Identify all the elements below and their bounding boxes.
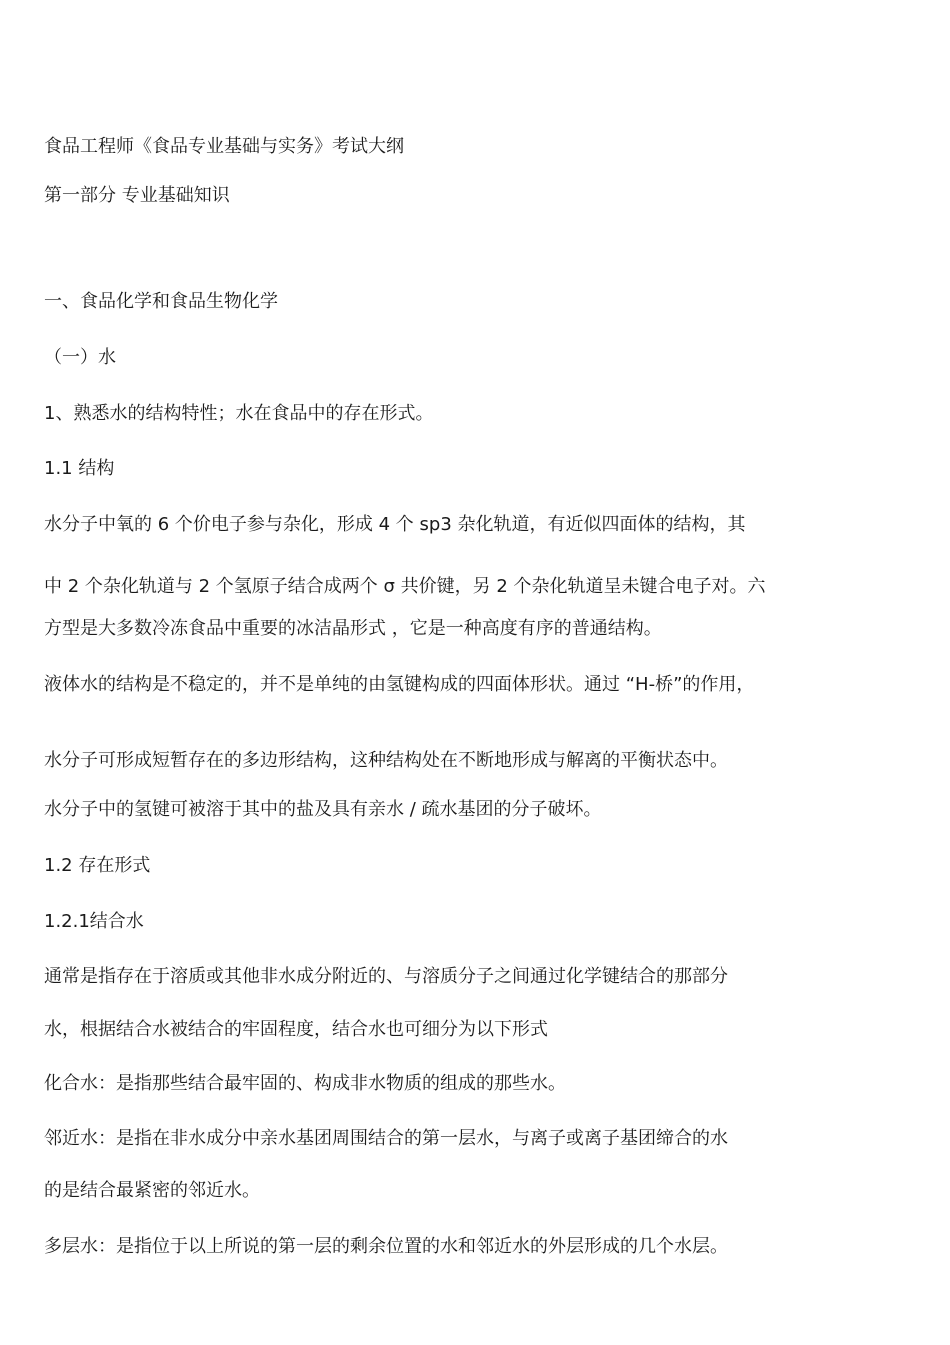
paragraph: 水分子中的氢键可被溶于其中的盐及具有亲水 / 疏水基团的分子破坏。 <box>44 799 602 820</box>
paragraph-line: 的是结合最紧密的邻近水。 <box>44 1180 260 1201</box>
paragraph-line: 水分子中氧的 6 个价电子参与杂化，形成 4 个 sp3 杂化轨道，有近似四面体的结构，其 <box>44 514 746 535</box>
paragraph-line: 通常是指存在于溶质或其他非水成分附近的、与溶质分子之间通过化学键结合的那部分 <box>44 966 728 987</box>
heading-1-1: 1.1 结构 <box>44 458 115 479</box>
subsection-heading: （一）水 <box>44 347 116 368</box>
paragraph: 液体水的结构是不稳定的，并不是单纯的由氢键构成的四面体形状。通过 “H-桥”的作用， <box>44 674 755 695</box>
paragraph-line: 水，根据结合水被结合的牢固程度，结合水也可细分为以下形式 <box>44 1019 548 1040</box>
part-heading: 第一部分 专业基础知识 <box>44 185 230 206</box>
heading-1-2: 1.2 存在形式 <box>44 855 151 876</box>
heading-1-2-1: 1.2.1结合水 <box>44 911 144 932</box>
paragraph: 化合水：是指那些结合最牢固的、构成非水物质的组成的那些水。 <box>44 1073 566 1094</box>
paragraph-line: 中 2 个杂化轨道与 2 个氢原子结合成两个 σ 共价键，另 2 个杂化轨道呈未键合电子对。六 <box>44 576 766 597</box>
paragraph: 水分子可形成短暂存在的多边形结构，这种结构处在不断地形成与解离的平衡状态中。 <box>44 750 728 771</box>
paragraph-line: 方型是大多数冷冻食品中重要的冰洁晶形式 ，它是一种高度有序的普通结构。 <box>44 618 662 639</box>
item-heading: 1、熟悉水的结构特性；水在食品中的存在形式。 <box>44 403 434 424</box>
paragraph-line: 邻近水：是指在非水成分中亲水基团周围结合的第一层水，与离子或离子基团缔合的水 <box>44 1128 728 1149</box>
section-heading: 一、食品化学和食品生物化学 <box>44 291 278 312</box>
paragraph: 多层水：是指位于以上所说的第一层的剩余位置的水和邻近水的外层形成的几个水层。 <box>44 1236 728 1257</box>
document-title: 食品工程师《食品专业基础与实务》考试大纲 <box>44 136 404 157</box>
